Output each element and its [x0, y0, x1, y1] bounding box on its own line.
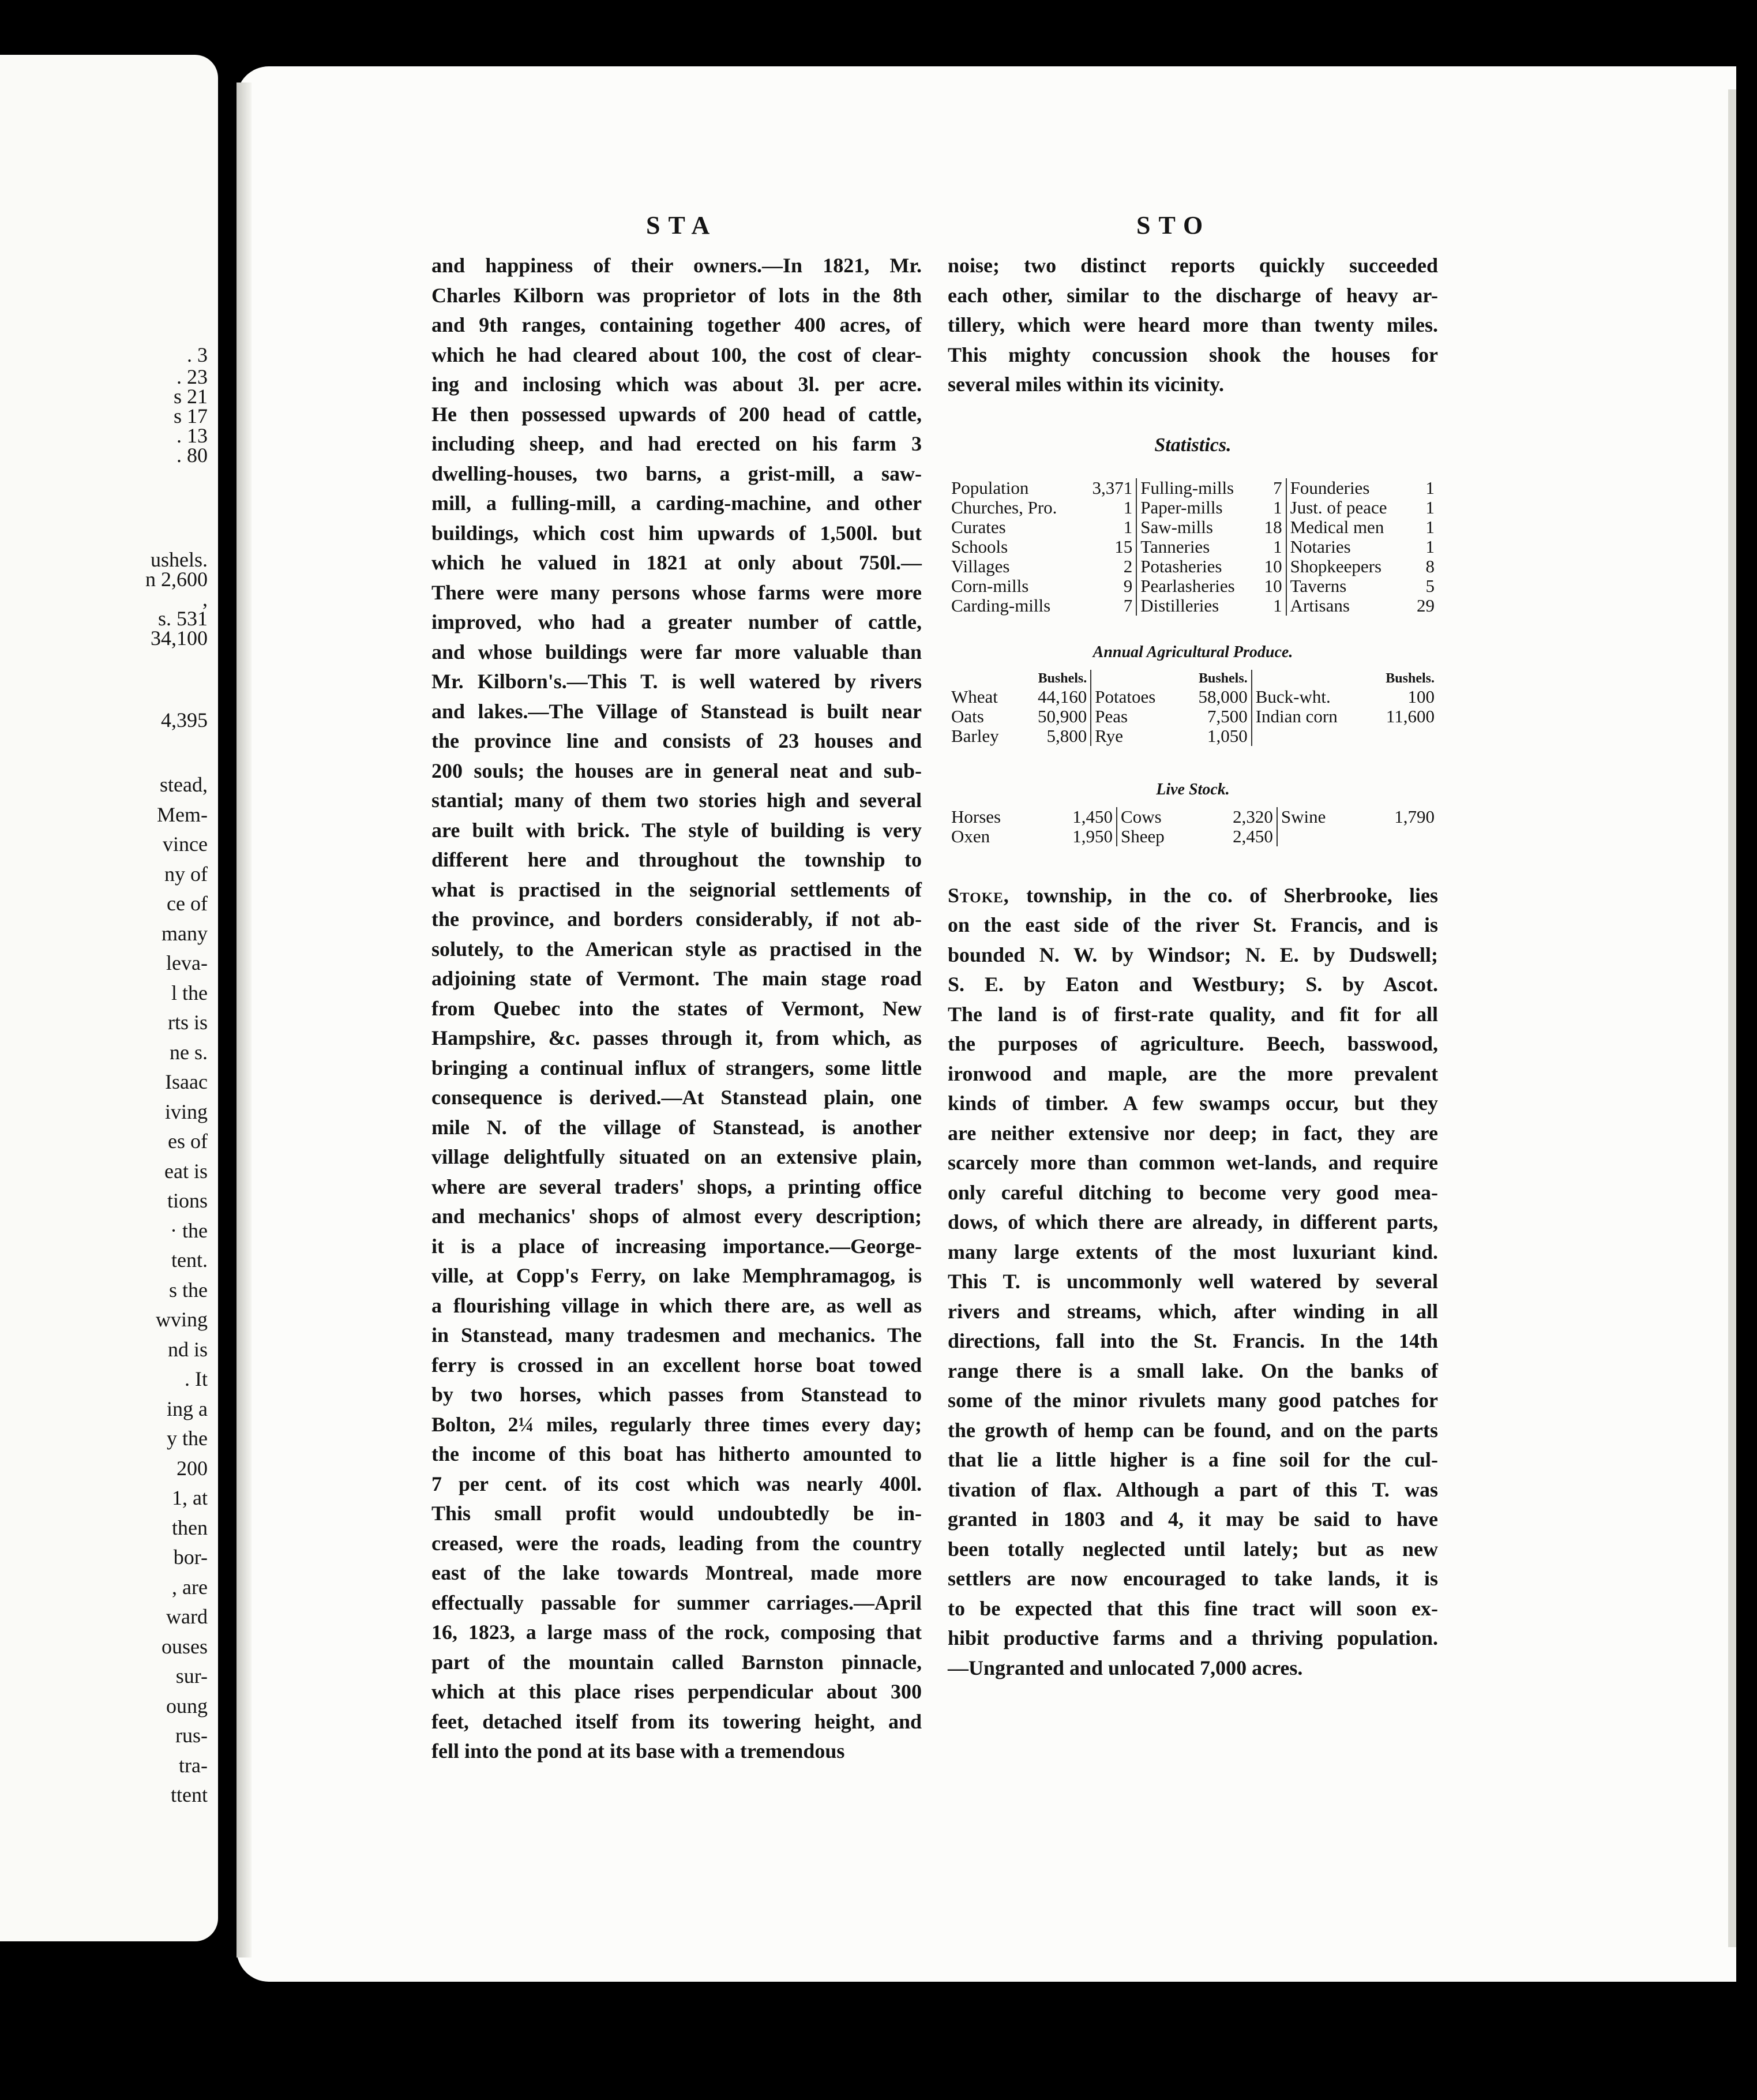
table-label: Churches, Pro. [951, 497, 1057, 518]
fragment-line: . 3 [187, 343, 208, 366]
statistics-table [948, 478, 1438, 616]
text-line: 200 souls; the houses are in general neat and sub- [431, 759, 922, 782]
table-value: 1,050 [1178, 726, 1251, 746]
statistics-row [948, 518, 1438, 537]
text-line: including sheep, and had erected on his farm 3 [431, 432, 922, 455]
table-value: 1 [1425, 516, 1435, 537]
table-value [1362, 827, 1438, 846]
table-label: Oats [951, 706, 984, 726]
table-label: Pearlasheries [1140, 575, 1235, 596]
table-label: Indian corn [1255, 706, 1338, 726]
text-line: ferry is crossed in an excellent horse boat towed [431, 1353, 922, 1377]
fragment-line: s. 531 [157, 607, 208, 630]
text-line: He then possessed upwards of 200 head of cattle, [431, 402, 922, 426]
table-value: 1 [1080, 498, 1136, 518]
statistics-row [948, 576, 1438, 596]
text-line: 7 per cent. of its cost which was nearly 400l. [431, 1472, 922, 1495]
fragment-line: tra- [179, 1753, 208, 1777]
text-line: mill, a fulling-mill, a carding-machine, and other [431, 492, 922, 515]
fragment-line: rus- [175, 1724, 208, 1747]
text-line: and happiness of their owners.—In 1821, Mr. [431, 254, 922, 277]
table-value: 29 [1417, 595, 1435, 616]
livestock-table [948, 807, 1438, 846]
table-label: Potasheries [1140, 556, 1222, 576]
text-line: This T. is uncommonly well watered by several [948, 1270, 1438, 1293]
fragment-line: wving [156, 1308, 208, 1331]
table-value: 10 [1256, 576, 1286, 596]
page-edge [1728, 89, 1736, 1947]
stoke-entry [948, 881, 1438, 1683]
table-label [1252, 726, 1367, 746]
table-label [1277, 827, 1362, 846]
table-value: 1,450 [1039, 807, 1117, 827]
table-label: Villages [951, 556, 1010, 576]
produce-row [948, 707, 1438, 726]
text-line: in Stanstead, many tradesmen and mechanics. The [431, 1323, 922, 1347]
text-line: the income of this boat has hitherto amounted to [431, 1442, 922, 1465]
text-line: 16, 1823, a large mass of the rock, composing that [431, 1621, 922, 1644]
fragment-line: n 2,600 [145, 568, 208, 591]
text-line: ing and inclosing which was about 3l. per acre. [431, 373, 922, 396]
right-column-intro [948, 251, 1438, 400]
text-line: bringing a continual influx of strangers, some little [431, 1056, 922, 1079]
produce-heading: Annual Agricultural Produce. [1093, 643, 1293, 661]
livestock-row [948, 827, 1438, 846]
book-page [236, 66, 1736, 1982]
table-label: Fulling-mills [1140, 477, 1234, 498]
text-line: many large extents of the most luxuriant kind. [948, 1240, 1438, 1263]
text-line: scarcely more than common wet-lands, and require [948, 1151, 1438, 1174]
fragment-line: ny of [164, 862, 208, 886]
text-line: ville, at Copp's Ferry, on lake Memphramagog, is [431, 1264, 922, 1287]
table-value: 15 [1080, 537, 1136, 557]
text-line: creased, were the roads, leading from the country [431, 1531, 922, 1555]
text-line: There were many persons whose farms were more [431, 580, 922, 604]
running-header-right: STO [1136, 211, 1211, 239]
text-line: the province line and consists of 23 houses and [431, 729, 922, 752]
fragment-line: ne s. [170, 1040, 208, 1064]
text-line: adjoining state of Vermont. The main stage road [431, 967, 922, 990]
running-header-left: STA [646, 211, 718, 239]
text-line: solutely, to the American style as practised in the [431, 937, 922, 961]
text-line: different here and throughout the township to [431, 848, 922, 871]
fragment-line: nd is [167, 1337, 208, 1361]
table-label: Taverns [1290, 575, 1347, 596]
table-value: 1 [1256, 498, 1286, 518]
fragment-line: , are [172, 1575, 208, 1599]
fragment-line: . 13 [177, 424, 208, 447]
statistics-row [948, 596, 1438, 616]
text-line: on the east side of the river St. Francis, and is [948, 913, 1438, 936]
table-value: 9 [1080, 576, 1136, 596]
text-line [948, 881, 1438, 911]
fragment-line: iving [164, 1100, 208, 1123]
text-line: Bolton, 2¼ miles, regularly three times every day; [431, 1412, 922, 1436]
text-line: the purposes of agriculture. Beech, basswood, [948, 1032, 1438, 1055]
table-value: 1 [1425, 536, 1435, 557]
text-line: village delightfully situated on an extensive plain, [431, 1145, 922, 1168]
fragment-line: rts is [167, 1011, 208, 1034]
table-value: 1 [1256, 537, 1286, 557]
text-line: some of the minor rivulets many good patches for [948, 1389, 1438, 1412]
text-line: bounded N. W. by Windsor; N. E. by Dudswell; [948, 943, 1438, 966]
table-label: Peas [1095, 706, 1128, 726]
fragment-line: ouses [162, 1634, 208, 1658]
table-label: Swine [1281, 806, 1326, 827]
text-line: —Ungranted and unlocated 7,000 acres. [948, 1656, 1303, 1679]
statistics-row [948, 498, 1438, 518]
fragment-line: then [172, 1516, 208, 1539]
table-label: Notaries [1290, 536, 1351, 557]
fragment-line: s 21 [173, 385, 208, 408]
table-label: Curates [951, 516, 1006, 537]
text-line: by two horses, which passes from Stanstead to [431, 1383, 922, 1406]
text-line: range there is a small lake. On the banks of [948, 1359, 1438, 1382]
text-line: which at this place rises perpendicular about 300 [431, 1680, 922, 1703]
table-value: 5,800 [1018, 726, 1091, 746]
table-label: Corn-mills [951, 575, 1029, 596]
fragment-line: . 80 [177, 444, 208, 467]
table-label: Tanneries [1140, 536, 1210, 557]
table-value: 8 [1425, 556, 1435, 576]
table-value: 11,600 [1386, 706, 1435, 726]
produce-row [948, 726, 1438, 746]
table-value: 1,950 [1039, 827, 1117, 846]
table-label: Distilleries [1140, 595, 1219, 616]
text-line: kinds of timber. A few swamps occur, but they [948, 1092, 1438, 1115]
table-value: 1 [1256, 596, 1286, 616]
livestock-row [948, 807, 1438, 827]
table-value: 5 [1425, 575, 1435, 596]
text-line: dows, of which there are already, in different parts, [948, 1210, 1438, 1233]
table-label: Rye [1095, 725, 1123, 746]
table-value: 3,371 [1080, 478, 1136, 498]
text-line: which he valued in 1821 at only about 750l.— [431, 551, 922, 574]
table-value: 10 [1256, 557, 1286, 576]
table-value: 7,500 [1178, 707, 1251, 726]
entry-text: township, in the co. of Sherbrooke, lies [1026, 883, 1439, 907]
table-value: 2,450 [1200, 827, 1277, 846]
fragment-line: oung [166, 1694, 208, 1717]
fragment-line: Mem- [157, 802, 208, 826]
text-line: feet, detached itself from its towering height, and [431, 1709, 922, 1733]
table-label: Schools [951, 536, 1008, 557]
fragment-line: y the [167, 1427, 208, 1450]
fragment-line: s 17 [173, 404, 208, 427]
text-line: and whose buildings were far more valuable than [431, 640, 922, 663]
text-line: stantial; many of them two stories high and several [431, 789, 922, 812]
fragment-line: s the [169, 1278, 208, 1302]
fragment-line: leva- [166, 951, 208, 974]
table-value: 2 [1080, 557, 1136, 576]
text-line: This mighty concussion shook the houses for [948, 343, 1438, 366]
text-line: S. E. by Eaton and Westbury; S. by Ascot. [948, 973, 1438, 996]
text-line: fell into the pond at its base with a tremendous [431, 1739, 845, 1762]
fragment-line: · the [170, 1218, 208, 1242]
produce-unit-3: Bushels. [1386, 670, 1435, 686]
entry-name: Stoke, [948, 883, 1009, 907]
table-value: 18 [1256, 518, 1286, 537]
produce-unit-row [948, 670, 1438, 687]
left-column [431, 251, 922, 1767]
table-value: 44,160 [1018, 687, 1091, 707]
text-line: ironwood and maple, are the more prevalent [948, 1062, 1438, 1085]
table-label: Horses [951, 806, 1001, 827]
table-value: 2,320 [1200, 807, 1277, 827]
table-value: 1 [1425, 477, 1435, 498]
statistics-row [948, 537, 1438, 557]
text-line: mile N. of the village of Stanstead, is another [431, 1115, 922, 1139]
fragment-line: . It [185, 1367, 208, 1390]
table-value: 7 [1256, 478, 1286, 498]
table-value: 1 [1080, 518, 1136, 537]
table-label: Wheat [951, 686, 998, 707]
fragment-line: 200 [177, 1456, 208, 1480]
text-line: improved, who had a greater number of cattle, [431, 610, 922, 633]
table-label: Barley [951, 725, 999, 746]
table-label: Carding-mills [951, 595, 1051, 616]
text-line: hibit productive farms and a thriving population. [948, 1626, 1438, 1649]
produce-unit-1: Bushels. [948, 670, 1091, 687]
fragment-line: 34,100 [151, 627, 208, 650]
text-line: that lie a little higher is a fine soil for the cul- [948, 1448, 1438, 1471]
fragment-line: 4,395 [161, 708, 208, 732]
statistics-row [948, 557, 1438, 576]
fragment-line: vince [163, 832, 208, 856]
fragment-line: ttent [171, 1783, 208, 1806]
statistics-heading: Statistics. [1154, 434, 1232, 456]
table-label: Oxen [951, 826, 990, 846]
fragment-line: bor- [173, 1546, 208, 1569]
fragment-line: l the [171, 981, 208, 1004]
table-value: 7 [1080, 596, 1136, 616]
table-value: 100 [1407, 686, 1435, 707]
text-line: directions, fall into the St. Francis. In the 14th [948, 1329, 1438, 1352]
text-line: rivers and streams, which, after winding in all [948, 1299, 1438, 1323]
fragment-line: eat is [164, 1159, 208, 1183]
text-line: tillery, which were heard more than twenty miles. [948, 313, 1438, 336]
fragment-line: sur- [175, 1664, 208, 1687]
text-line: This small profit would undoubtedly be in- [431, 1502, 922, 1525]
text-line: effectually passable for summer carriages.—April [431, 1591, 922, 1614]
fragment-line: . 23 [177, 365, 208, 388]
livestock-heading: Live Stock. [1156, 780, 1230, 798]
table-label: Just. of peace [1290, 497, 1387, 518]
text-line: each other, similar to the discharge of heavy ar- [948, 283, 1438, 307]
text-line: dwelling-houses, two barns, a grist-mill, a saw- [431, 462, 922, 485]
fragment-line: stead, [160, 773, 208, 796]
table-value: 58,000 [1178, 687, 1251, 707]
fragment-line: ing a [167, 1397, 208, 1420]
table-value: 1 [1425, 497, 1435, 518]
text-line: been totally neglected until lately; but as new [948, 1537, 1438, 1561]
text-line: buildings, which cost him upwards of 1,500l. but [431, 521, 922, 545]
text-line: part of the mountain called Barnston pinnacle, [431, 1650, 922, 1674]
table-label: Buck-wht. [1255, 686, 1331, 707]
fragment-line: ward [166, 1605, 208, 1628]
text-line: and lakes.—The Village of Stanstead is built near [431, 699, 922, 723]
fragment-line: , [202, 587, 208, 610]
text-line: only careful ditching to become very good mea- [948, 1180, 1438, 1204]
text-line: from Quebec into the states of Vermont, New [431, 996, 922, 1020]
table-label: Cows [1121, 806, 1162, 827]
text-line: to be expected that this fine tract will soon ex- [948, 1596, 1438, 1620]
text-line: tivation of flax. Although a part of this T. was [948, 1477, 1438, 1501]
fragment-line: tions [167, 1189, 208, 1212]
text-line: where are several traders' shops, a printing office [431, 1175, 922, 1198]
text-line: which he had cleared about 100, the cost of clear- [431, 343, 922, 366]
text-line: are built with brick. The style of building is very [431, 818, 922, 842]
text-line: east of the lake towards Montreal, made more [431, 1561, 922, 1584]
table-label: Population [951, 477, 1029, 498]
text-line: the province, and borders considerably, if not ab- [431, 907, 922, 931]
text-line: settlers are now encouraged to take lands, it is [948, 1567, 1438, 1590]
fragment-line: ce of [167, 892, 208, 915]
produce-table [948, 670, 1438, 746]
facing-page-fragment [0, 55, 218, 1941]
text-line: it is a place of increasing importance.—George- [431, 1234, 922, 1258]
table-label: Sheep [1121, 826, 1165, 846]
table-value: 50,900 [1018, 707, 1091, 726]
table-label: Potatoes [1095, 686, 1156, 707]
fragment-line: many [162, 921, 208, 945]
binding-shadow [236, 82, 251, 1957]
fragment-line: tent. [171, 1248, 208, 1272]
text-line: several miles within its vicinity. [948, 373, 1224, 396]
table-label: Artisans [1290, 595, 1350, 616]
text-line: consequence is derived.—At Stanstead plain, one [431, 1086, 922, 1109]
table-label: Founderies [1290, 477, 1370, 498]
text-line: are neither extensive nor deep; in fact, they are [948, 1121, 1438, 1145]
text-line: and 9th ranges, containing together 400 acres, of [431, 313, 922, 336]
text-line: a flourishing village in which there are, as well as [431, 1293, 922, 1317]
table-value [1366, 726, 1438, 746]
table-label: Paper-mills [1140, 497, 1223, 518]
text-line: granted in 1803 and 4, it may be said to have [948, 1507, 1438, 1531]
table-label: Shopkeepers [1290, 556, 1382, 576]
text-line: and mechanics' shops of almost every description; [431, 1205, 922, 1228]
text-line: The land is of first-rate quality, and fit for all [948, 1002, 1438, 1026]
text-line: what is practised in the seignorial settlements of [431, 877, 922, 901]
fragment-line: Isaac [165, 1070, 208, 1093]
fragment-line: ushels. [151, 548, 208, 571]
text-line: noise; two distinct reports quickly succeeded [948, 254, 1438, 277]
table-label: Medical men [1290, 516, 1384, 537]
text-line: Mr. Kilborn's.—This T. is well watered by rivers [431, 670, 922, 693]
text-line: Hampshire, &c. passes through it, from which, as [431, 1026, 922, 1049]
table-value: 1,790 [1394, 806, 1435, 827]
fragment-line: 1, at [172, 1486, 208, 1509]
right-column [948, 251, 1438, 1683]
text-line: Charles Kilborn was proprietor of lots in the 8th [431, 283, 922, 307]
produce-row [948, 687, 1438, 707]
table-label: Saw-mills [1140, 516, 1213, 537]
produce-unit-2: Bushels. [1091, 670, 1251, 687]
text-line: the growth of hemp can be found, and on the parts [948, 1418, 1438, 1442]
statistics-row [948, 478, 1438, 498]
fragment-line: es of [168, 1130, 208, 1153]
